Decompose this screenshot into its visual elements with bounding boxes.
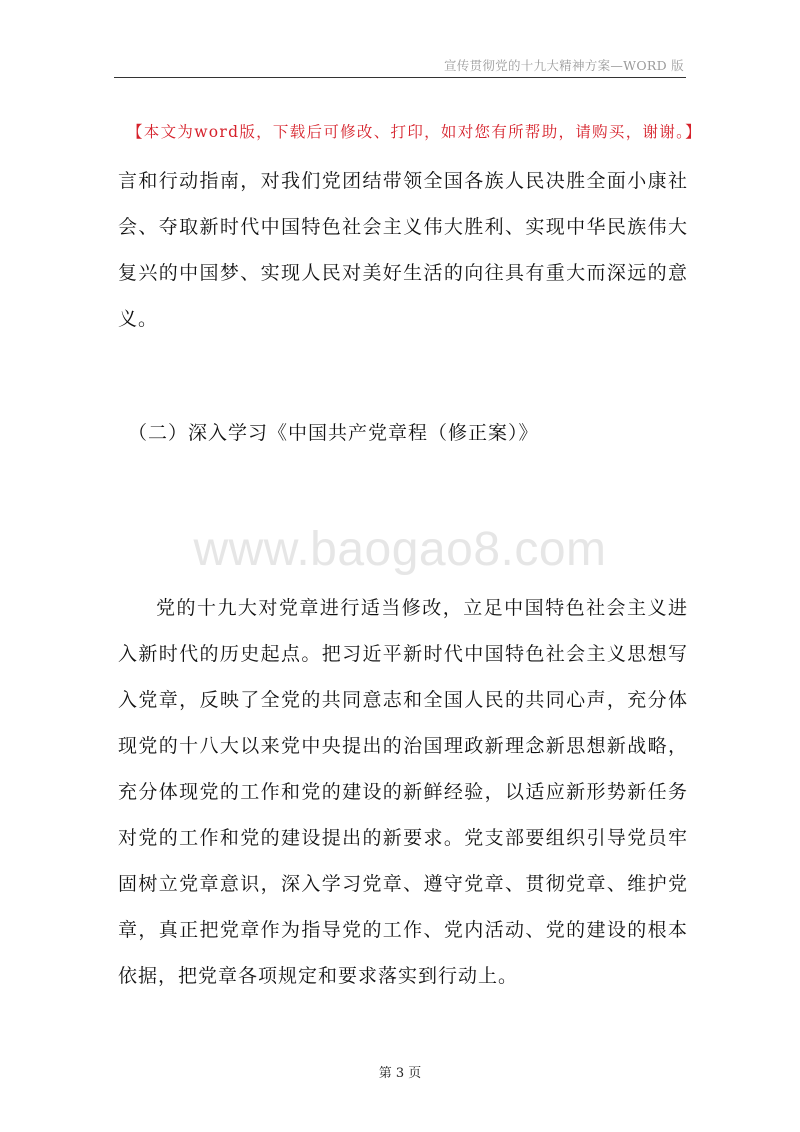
watermark: www.baogao8.com	[193, 523, 607, 576]
section-heading: （二）深入学习《中国共产党章程（修正案）》	[128, 422, 539, 444]
running-header: 宣传贯彻党的十九大精神方案—WORD 版	[443, 58, 684, 73]
page-number: 第 3 页	[378, 1066, 422, 1081]
download-notice: 【本文为word版，下载后可修改、打印，如对您有所帮助，请购买，谢谢。】	[127, 123, 702, 141]
body-paragraph-2: 党的十九大对党章进行适当修改，立足中国特色社会主义进入新时代的历史起点。把习近平新时代中国特色社会主义思想写入党章，反映了全党的共同意志和全国人民的共同心声，充分体现党的十八大以来党中央提出的治国理政新理念新思想新战略，充分体现党的工作和党的建设的新鲜经验，以适应新形势新任务对党的工作和党的建设提出的新要求。党支部要组织引导党员牢固树立党章意识，深入学习党章、遵守党章、贯彻党章、维护党章，真正把党章作为指导党的工作、党内活动、党的建设的根本依据，把党章各项规定和要求落实到行动上。	[118, 597, 688, 987]
header-divider	[114, 77, 686, 78]
body-paragraph-1: 言和行动指南，对我们党团结带领全国各族人民决胜全面小康社会、夺取新时代中国特色社会主义伟大胜利、实现中华民族伟大复兴的中国梦、实现人民对美好生活的向往具有重大而深远的意义。	[118, 170, 688, 330]
